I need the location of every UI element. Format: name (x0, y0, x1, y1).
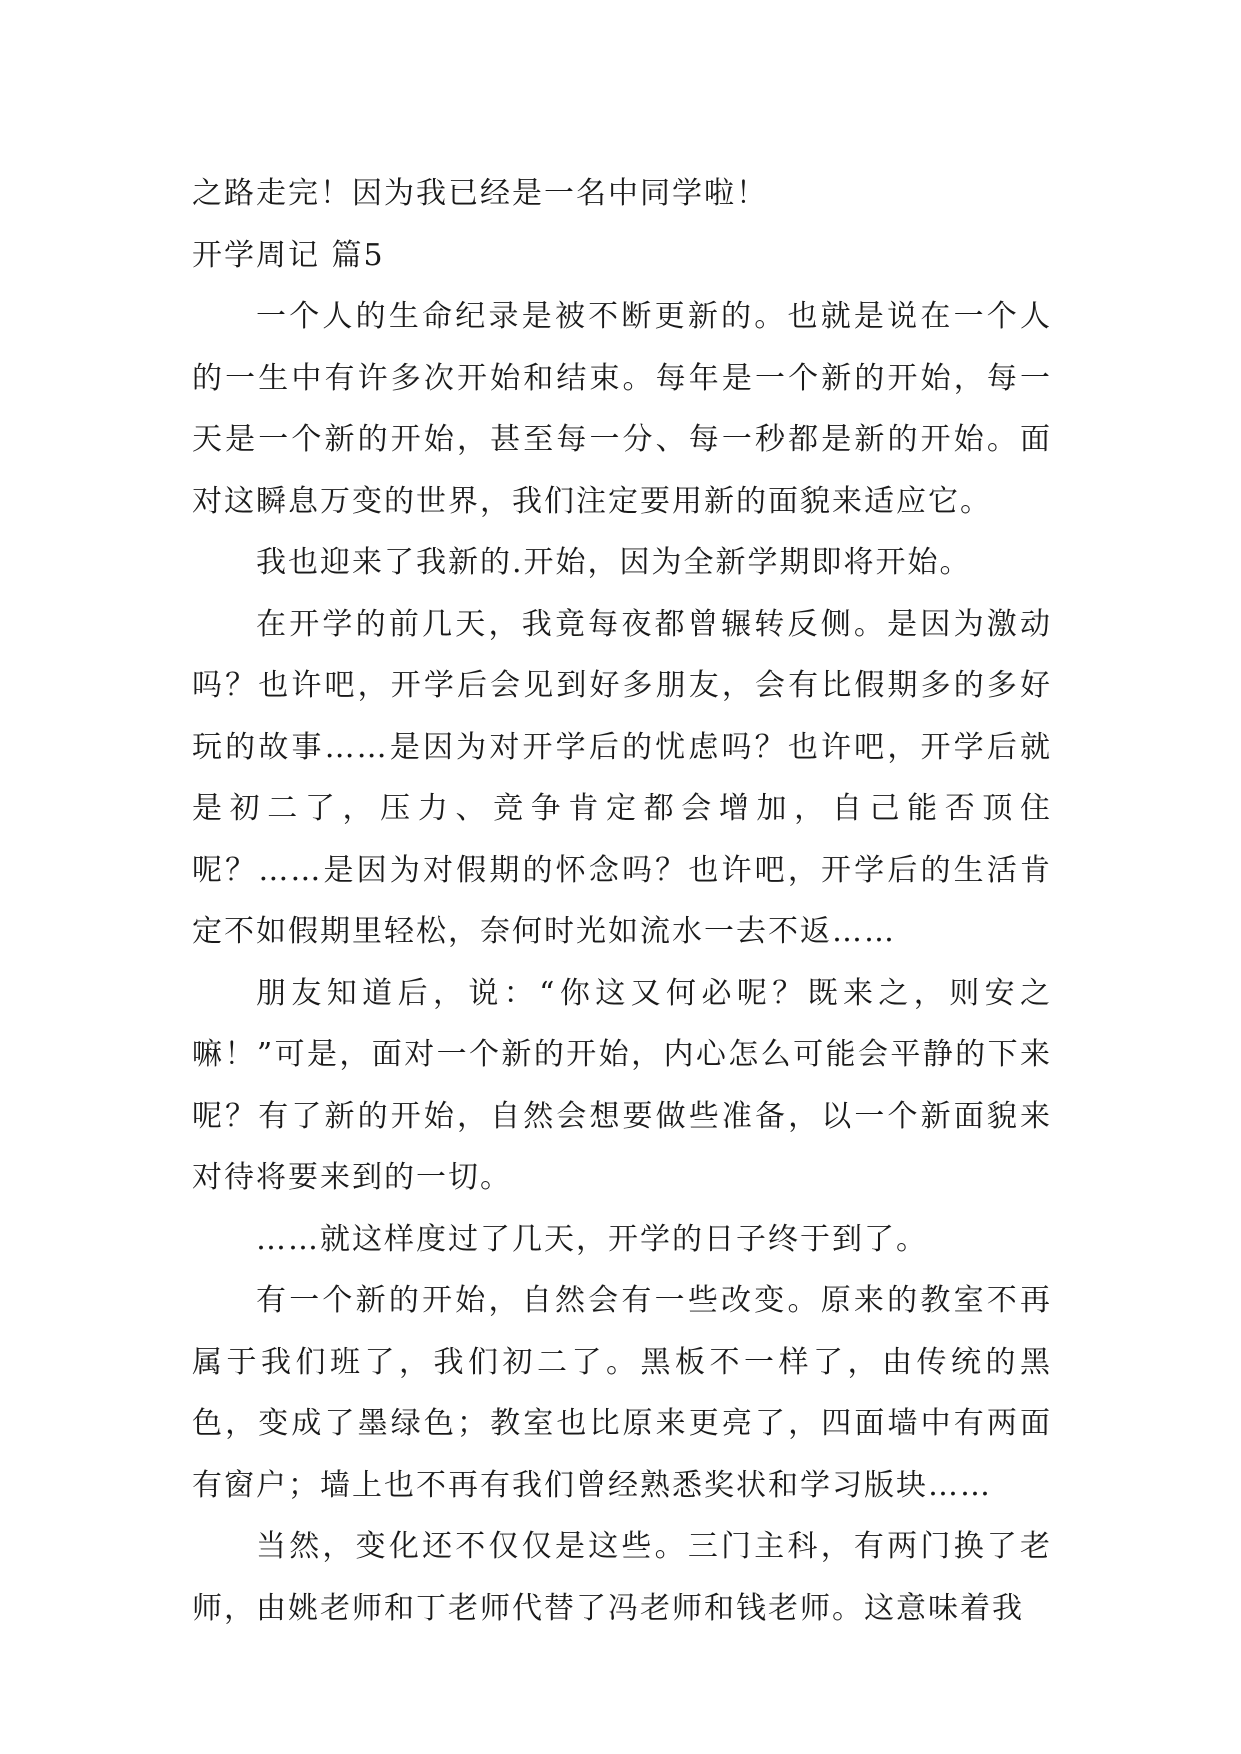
paragraph: 朋友知道后，说：“你这又何必呢？既来之，则安之嘛！”可是，面对一个新的开始，内心怎么可能会平静的下来呢？有了新的开始，自然会想要做些准备，以一个新面貌来对待将要来到的一切。 (192, 975, 1052, 1195)
lead-line: 之路走完！因为我已经是一名中同学啦！ (192, 176, 768, 211)
paragraph: 有一个新的开始，自然会有一些改变。原来的教室不再属于我们班了，我们初二了。黑板不一样了，由传统的黑色，变成了墨绿色；教室也比原来更亮了，四面墙中有两面有窗户；墙上也不再有我们曾经熟悉奖状和学习版块…… (192, 1283, 1052, 1503)
paragraph: 在开学的前几天，我竟每夜都曾辗转反侧。是因为激动吗？也许吧，开学后会见到好多朋友，会有比假期多的多好玩的故事……是因为对开学后的忧虑吗？也许吧，开学后就是初二了，压力、竞争肯定都会增加，自己能否顶住呢？……是因为对假期的怀念吗？也许吧，开学后的生活肯定不如假期里轻松，奈何时光如流水一去不返…… (192, 606, 1052, 949)
paragraph: ……就这样度过了几天，开学的日子终于到了。 (256, 1221, 928, 1257)
paragraph: 我也迎来了我新的.开始，因为全新学期即将开始。 (256, 545, 972, 580)
paragraph: 当然，变化还不仅仅是这些。三门主科，有两门换了老师，由姚老师和丁老师代替了冯老师和钱老师。这意味着我 (192, 1529, 1052, 1626)
document-page (192, 163, 1052, 1639)
section-heading: 开学周记 篇5 (192, 237, 385, 273)
paragraph: 一个人的生命纪录是被不断更新的。也就是说在一个人的一生中有许多次开始和结束。每年是一个新的开始，每一天是一个新的开始，甚至每一分、每一秒都是新的开始。面对这瞬息万变的世界，我们注定要用新的面貌来适应它。 (192, 299, 1052, 519)
